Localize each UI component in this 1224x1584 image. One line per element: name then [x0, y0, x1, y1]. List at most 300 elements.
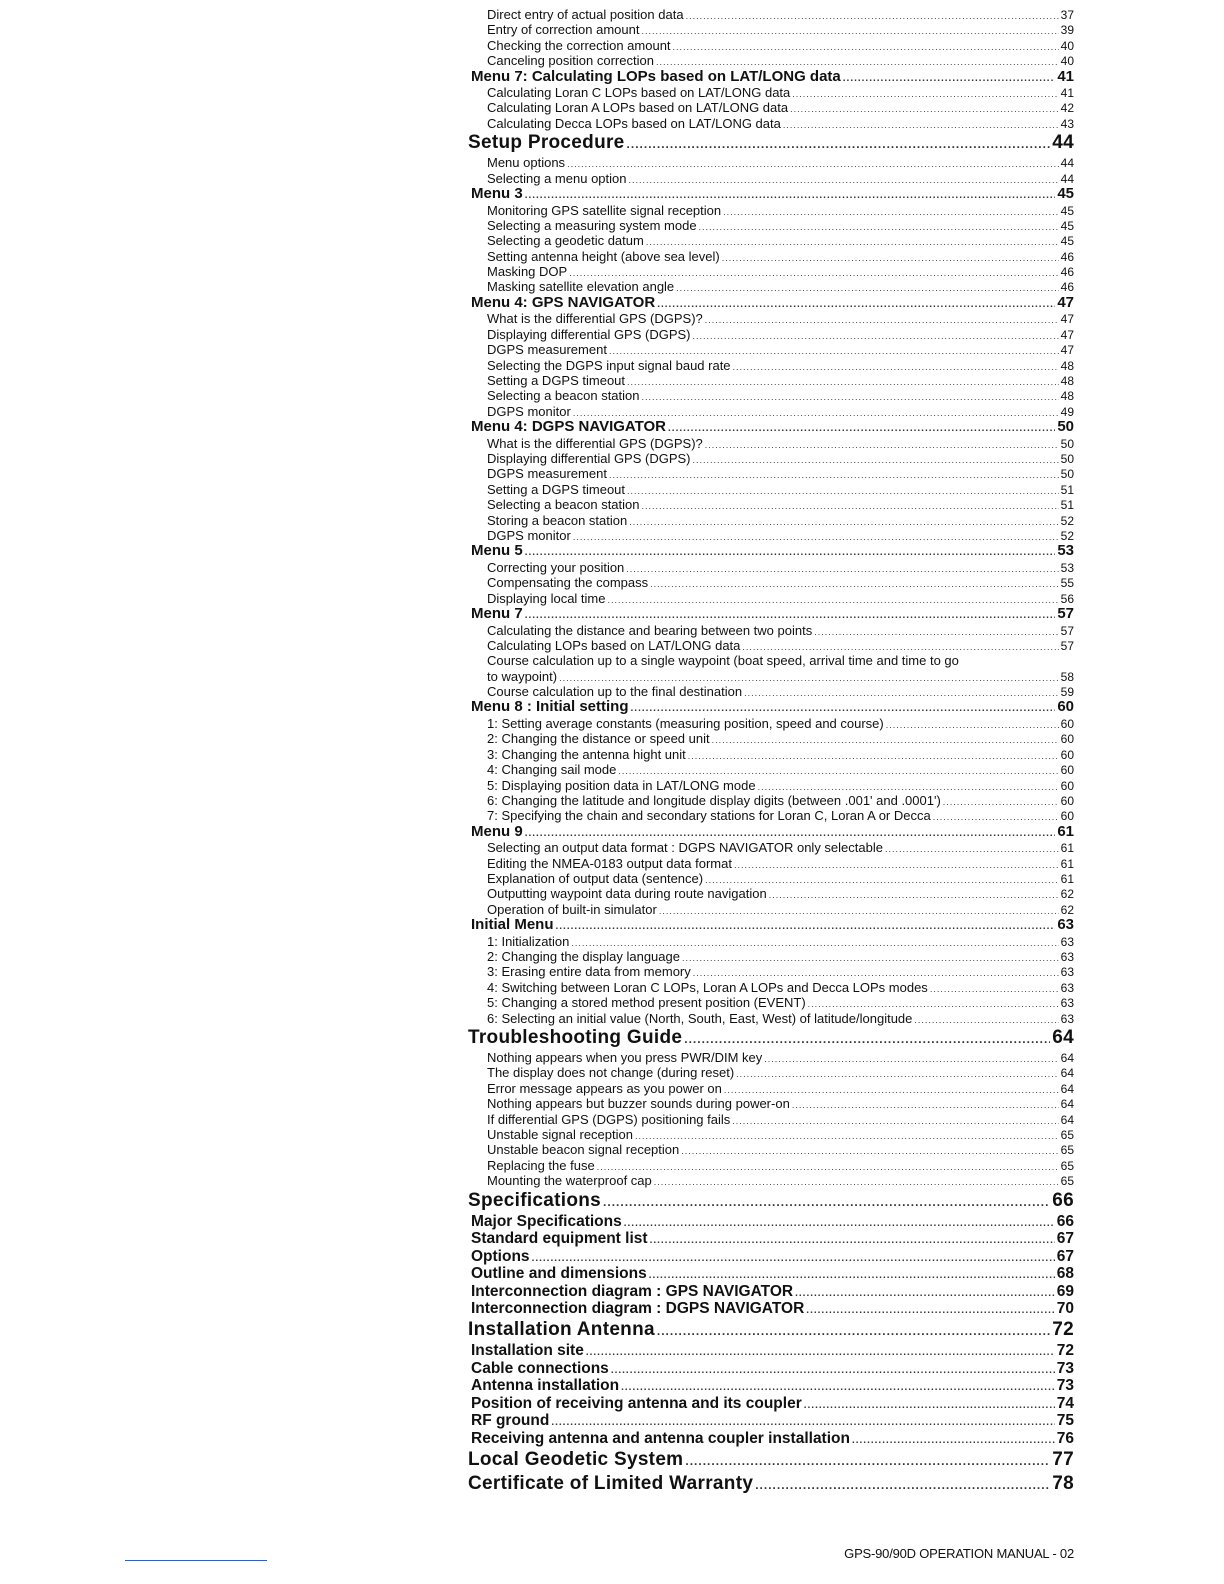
toc-entry-sub: [468, 264, 1074, 279]
toc-page-number: 63: [1060, 934, 1074, 949]
toc-entry-sub: [468, 7, 1074, 22]
toc-entry-major: [468, 1412, 1074, 1430]
toc-page-number: 62: [1060, 887, 1074, 902]
dot-leader: [629, 515, 1058, 528]
toc-title: Certificate of Limited Warranty: [468, 1472, 754, 1494]
toc-page-number: 57: [1060, 623, 1074, 638]
toc-title: Masking DOP: [487, 264, 568, 280]
toc-page-number: 43: [1060, 116, 1074, 131]
toc-title: DGPS measurement: [487, 342, 607, 358]
toc-title: Course calculation up to the final destination: [487, 684, 743, 700]
toc-page-number: 57: [1057, 606, 1074, 622]
toc-entry-sub: [468, 1096, 1074, 1111]
toc-title: Selecting an output data format : DGPS NAVIGATOR only selectable: [487, 840, 883, 856]
toc-entry-sub: [468, 886, 1074, 901]
dot-leader: [795, 1285, 1055, 1301]
toc-entry-menu: [468, 186, 1074, 203]
toc-page-number: 61: [1060, 871, 1074, 886]
toc-page-number: 56: [1060, 591, 1074, 606]
dot-leader: [621, 1379, 1055, 1395]
toc-entry-sub: [468, 249, 1074, 264]
toc-title: Outputting waypoint data during route navigation: [487, 886, 767, 902]
toc-title: Menu 8 : Initial setting: [471, 699, 629, 716]
dot-leader: [684, 1027, 1050, 1050]
toc-entry-sub: [468, 311, 1074, 326]
dot-leader: [609, 344, 1059, 357]
dot-leader: [783, 118, 1059, 131]
toc-title: 3: Erasing entire data from memory: [487, 964, 691, 980]
toc-entry-sub: [468, 934, 1074, 949]
toc-page-number: 40: [1060, 38, 1074, 53]
toc-entry-sub: [468, 949, 1074, 964]
table-of-contents: [468, 7, 1074, 1496]
toc-title: Displaying differential GPS (DGPS): [487, 450, 691, 466]
toc-title: to waypoint): [487, 668, 558, 684]
toc-entry-menu: [468, 543, 1074, 560]
toc-page-number: 52: [1060, 513, 1074, 528]
dot-leader: [792, 87, 1058, 100]
dot-leader: [567, 157, 1059, 170]
toc-entry-sub: [468, 995, 1074, 1010]
toc-entry-major: [468, 1430, 1074, 1448]
dot-leader: [808, 997, 1059, 1010]
toc-entry-sub: [468, 466, 1074, 481]
toc-page-number: 63: [1057, 917, 1074, 934]
toc-page-number: 50: [1060, 467, 1074, 482]
toc-page-number: 60: [1060, 747, 1074, 762]
dot-leader: [814, 625, 1058, 638]
toc-page-number: 52: [1060, 528, 1074, 543]
toc-entry-sub: [468, 684, 1074, 699]
toc-title: Compensating the compass: [487, 575, 649, 591]
toc-entry-major: [468, 1283, 1074, 1301]
dot-leader: [705, 438, 1059, 451]
dot-leader: [654, 1175, 1059, 1188]
toc-entry-sub: [468, 669, 1074, 684]
toc-page-number: 64: [1060, 1066, 1074, 1081]
toc-entry-sub: [468, 808, 1074, 823]
toc-entry-sub: [468, 358, 1074, 373]
dot-leader: [764, 1052, 1058, 1065]
toc-title: Standard equipment list: [471, 1230, 648, 1248]
toc-page-number: 65: [1060, 1174, 1074, 1189]
toc-entry-sub: [468, 171, 1074, 186]
toc-page-number: 78: [1052, 1472, 1074, 1494]
toc-title: Setting a DGPS timeout: [487, 481, 626, 497]
dot-leader: [885, 842, 1059, 855]
toc-title: Correcting your position: [487, 559, 625, 575]
toc-entry-menu: [468, 824, 1074, 841]
toc-title: 5: Changing a stored method present position (EVENT): [487, 995, 806, 1011]
dot-leader: [852, 1432, 1055, 1448]
toc-title: Editing the NMEA-0183 output data format: [487, 855, 732, 871]
toc-title: DGPS monitor: [487, 527, 571, 543]
toc-title: Setup Procedure: [468, 132, 625, 154]
toc-entry-sub: [468, 203, 1074, 218]
dot-leader: [943, 795, 1059, 808]
toc-entry-sub: [468, 1081, 1074, 1096]
toc-page-number: 61: [1060, 856, 1074, 871]
toc-page-number: 60: [1060, 732, 1074, 747]
dot-leader: [693, 966, 1059, 979]
toc-entry-major: [468, 1377, 1074, 1395]
toc-title: 4: Changing sail mode: [487, 762, 617, 778]
toc-title: What is the differential GPS (DGPS)?: [487, 435, 703, 451]
toc-page-number: 39: [1060, 23, 1074, 38]
toc-title: Menu 9: [471, 823, 523, 840]
toc-entry-sub: [468, 218, 1074, 233]
dot-leader: [628, 173, 1058, 186]
toc-page-number: 61: [1057, 823, 1074, 840]
toc-entry-sub: [468, 528, 1074, 543]
toc-title: Replacing the fuse: [487, 1157, 595, 1173]
toc-page-number: 62: [1060, 902, 1074, 917]
toc-page-number: 50: [1057, 419, 1074, 436]
toc-entry-sub: [468, 38, 1074, 53]
toc-entry-major: [468, 1300, 1074, 1318]
toc-entry-sub: [468, 731, 1074, 746]
toc-entry-sub: [468, 85, 1074, 100]
toc-entry-major: [468, 1248, 1074, 1266]
toc-title: Calculating Loran C LOPs based on LAT/LONG data: [487, 85, 791, 101]
dot-leader: [723, 205, 1059, 218]
toc-page-number: 57: [1060, 638, 1074, 653]
toc-page-number: 44: [1060, 156, 1074, 171]
toc-page-number: 69: [1056, 1282, 1074, 1300]
toc-entry-section: [468, 1318, 1074, 1342]
toc-title: DGPS measurement: [487, 466, 607, 482]
dot-leader: [742, 640, 1058, 653]
toc-entry-sub: [468, 1011, 1074, 1026]
toc-page-number: 60: [1060, 716, 1074, 731]
toc-entry-sub: [468, 1173, 1074, 1188]
toc-page-number: 37: [1060, 8, 1074, 22]
toc-title: Calculating Loran A LOPs based on LAT/LONG data: [487, 100, 789, 116]
toc-entry-section: [468, 1448, 1074, 1472]
toc-entry-major: [468, 1342, 1074, 1360]
dot-leader: [686, 9, 1059, 22]
toc-page-number: 44: [1052, 132, 1074, 154]
dot-leader: [668, 421, 1055, 436]
toc-title: 6: Changing the latitude and longitude display digits (between .001' and .0001'): [487, 792, 941, 808]
toc-entry-sub: [468, 1158, 1074, 1173]
dot-leader: [682, 951, 1059, 964]
toc-entry-sub: [468, 404, 1074, 419]
toc-page-number: 60: [1057, 699, 1074, 716]
dot-leader: [649, 1267, 1055, 1283]
toc-page-number: 63: [1060, 965, 1074, 980]
toc-page-number: 48: [1060, 358, 1074, 373]
dot-leader: [724, 1083, 1059, 1096]
toc-page-number: 42: [1060, 101, 1074, 116]
toc-title: Mounting the waterproof cap: [487, 1173, 652, 1189]
toc-entry-sub: [468, 388, 1074, 403]
dot-leader: [609, 468, 1059, 481]
toc-entry-section: [468, 1189, 1074, 1213]
toc-page-number: 47: [1060, 312, 1074, 327]
dot-leader: [597, 1160, 1059, 1173]
toc-title: Receiving antenna and antenna coupler installation: [471, 1430, 850, 1448]
dot-leader: [571, 936, 1058, 949]
dot-leader: [525, 545, 1056, 560]
toc-entry-sub: [468, 513, 1074, 528]
dot-leader: [642, 499, 1059, 512]
toc-entry-sub: [468, 964, 1074, 979]
toc-page-number: 63: [1060, 950, 1074, 965]
toc-title: Selecting a geodetic datum: [487, 233, 644, 249]
toc-page-number: 47: [1057, 294, 1074, 311]
toc-page-number: 73: [1056, 1377, 1074, 1395]
toc-page-number: 47: [1060, 343, 1074, 358]
toc-entry-section: [468, 131, 1074, 155]
dot-leader: [933, 810, 1059, 823]
toc-page-number: 63: [1060, 980, 1074, 995]
toc-title: 6: Selecting an initial value (North, South, East, West) of latitude/longitude: [487, 1010, 913, 1026]
toc-page-number: 64: [1052, 1026, 1074, 1048]
dot-leader: [631, 701, 1056, 716]
toc-title: Setting antenna height (above sea level): [487, 248, 720, 264]
dot-leader: [556, 919, 1056, 934]
toc-entry-sub: [468, 1112, 1074, 1127]
toc-entry-sub: [468, 560, 1074, 575]
toc-title: Course calculation up to a single waypoint (boat speed, arrival time and time to go: [487, 653, 959, 669]
toc-page-number: 72: [1052, 1319, 1074, 1341]
toc-title: 2: Changing the distance or speed unit: [487, 731, 710, 747]
toc-entry-menu: [468, 917, 1074, 934]
dot-leader: [732, 1114, 1058, 1127]
toc-page-number: 60: [1060, 793, 1074, 808]
dot-leader: [656, 55, 1059, 68]
dot-leader: [624, 1215, 1055, 1231]
toc-title: What is the differential GPS (DGPS)?: [487, 311, 703, 327]
toc-entry-sub: [468, 100, 1074, 115]
toc-title: Cable connections: [471, 1359, 609, 1377]
toc-title: Monitoring GPS satellite signal reception: [487, 202, 722, 218]
toc-title: Menu 4: DGPS NAVIGATOR: [471, 419, 667, 436]
toc-title: Selecting a beacon station: [487, 497, 640, 513]
toc-title: Explanation of output data (sentence): [487, 870, 704, 886]
toc-title: Menu 7: Calculating LOPs based on LAT/LONG data: [471, 68, 841, 85]
toc-page-number: 46: [1060, 280, 1074, 295]
dot-leader: [627, 484, 1059, 497]
dot-leader: [744, 686, 1059, 699]
toc-page-number: 49: [1060, 404, 1074, 419]
toc-page-number: 53: [1057, 543, 1074, 560]
toc-entry-sub: [468, 902, 1074, 917]
toc-page-number: 45: [1060, 234, 1074, 249]
toc-page-number: 48: [1060, 389, 1074, 404]
toc-page-number: 63: [1060, 996, 1074, 1011]
dot-leader: [693, 329, 1059, 342]
toc-title: Menu 4: GPS NAVIGATOR: [471, 294, 656, 311]
toc-entry-sub: [468, 436, 1074, 451]
toc-entry-sub: [468, 451, 1074, 466]
dot-leader: [676, 281, 1058, 294]
toc-entry-sub: [468, 482, 1074, 497]
dot-leader: [603, 1190, 1050, 1213]
dot-leader: [532, 1250, 1055, 1266]
toc-title: Storing a beacon station: [487, 512, 628, 528]
toc-entry-major: [468, 1265, 1074, 1283]
toc-title: Options: [471, 1247, 530, 1265]
toc-page-number: 70: [1056, 1300, 1074, 1318]
toc-entry-sub: [468, 778, 1074, 793]
toc-page-number: 45: [1057, 186, 1074, 203]
toc-entry-major: [468, 1230, 1074, 1248]
toc-page-number: 40: [1060, 54, 1074, 69]
dot-leader: [608, 593, 1059, 606]
dot-leader: [806, 1302, 1054, 1318]
toc-title: 3: Changing the antenna hight unit: [487, 746, 686, 762]
toc-entry-sub: [468, 1050, 1074, 1065]
toc-title: Selecting a measuring system mode: [487, 217, 697, 233]
toc-page-number: 50: [1060, 451, 1074, 466]
toc-entry-sub: [468, 279, 1074, 294]
toc-title: Interconnection diagram : DGPS NAVIGATOR: [471, 1300, 805, 1318]
toc-title: Selecting the DGPS input signal baud rate: [487, 357, 731, 373]
toc-entry-sub: [468, 762, 1074, 777]
dot-leader: [650, 1232, 1055, 1248]
toc-page-number: 45: [1060, 203, 1074, 218]
toc-page-number: 63: [1060, 1011, 1074, 1026]
toc-title: Selecting a beacon station: [487, 388, 640, 404]
toc-title: Position of receiving antenna and its coupler: [471, 1394, 802, 1412]
toc-entry-sub: [468, 747, 1074, 762]
toc-title: Menu 7: [471, 606, 523, 622]
toc-entry-cont: [468, 653, 1074, 668]
toc-title: 4: Switching between Loran C LOPs, Loran A LOPs and Decca LOPs modes: [487, 979, 928, 995]
dot-leader: [586, 1344, 1055, 1360]
dot-leader: [626, 562, 1058, 575]
dot-leader: [573, 406, 1059, 419]
dot-leader: [685, 1449, 1050, 1472]
dot-leader: [758, 780, 1059, 793]
toc-title: Antenna installation: [471, 1377, 620, 1395]
toc-title: Setting a DGPS timeout: [487, 372, 626, 388]
toc-entry-sub: [468, 856, 1074, 871]
toc-page-number: 64: [1060, 1112, 1074, 1127]
toc-page-number: 77: [1052, 1448, 1074, 1470]
dot-leader: [657, 1319, 1050, 1342]
toc-title: Error message appears as you power on: [487, 1080, 722, 1096]
toc-entry-sub: [468, 155, 1074, 170]
toc-title: If differential GPS (DGPS) positioning fails: [487, 1111, 731, 1127]
toc-entry-menu: [468, 295, 1074, 312]
dot-leader: [699, 220, 1059, 233]
toc-entry-sub: [468, 840, 1074, 855]
toc-entry-sub: [468, 591, 1074, 606]
toc-page-number: 65: [1060, 1158, 1074, 1173]
toc-page-number: 41: [1060, 86, 1074, 101]
toc-title: Canceling position correction: [487, 53, 654, 69]
toc-entry-sub: [468, 233, 1074, 248]
toc-title: Outline and dimensions: [471, 1265, 647, 1283]
dot-leader: [712, 733, 1059, 746]
toc-page-number: 75: [1056, 1412, 1074, 1430]
toc-page-number: 67: [1056, 1247, 1074, 1265]
toc-title: Menu options: [487, 155, 566, 171]
dot-leader: [650, 577, 1058, 590]
toc-entry-menu: [468, 419, 1074, 436]
dot-leader: [722, 251, 1059, 264]
toc-entry-section: [468, 1472, 1074, 1496]
toc-page-number: 48: [1060, 373, 1074, 388]
dot-leader: [627, 132, 1051, 155]
toc-entry-sub: [468, 497, 1074, 512]
dot-leader: [734, 858, 1059, 871]
dot-leader: [755, 1473, 1050, 1496]
dot-leader: [641, 24, 1058, 37]
toc-page-number: 44: [1060, 171, 1074, 186]
dot-leader: [559, 671, 1059, 684]
dot-leader: [611, 1362, 1055, 1378]
toc-title: Calculating LOPs based on LAT/LONG data: [487, 637, 741, 653]
toc-title: Installation site: [471, 1342, 584, 1360]
toc-title: The display does not change (during reset): [487, 1065, 735, 1081]
toc-page-number: 66: [1056, 1212, 1074, 1230]
toc-title: 1: Setting average constants (measuring position, speed and course): [487, 715, 884, 731]
toc-page-number: 61: [1060, 841, 1074, 856]
dot-leader: [659, 904, 1059, 917]
toc-page-number: 67: [1056, 1230, 1074, 1248]
dot-leader: [688, 749, 1059, 762]
toc-page-number: 55: [1060, 576, 1074, 591]
dot-leader: [551, 1414, 1054, 1430]
toc-title: Direct entry of actual position data: [487, 7, 684, 22]
toc-title: Entry of correction amount: [487, 22, 640, 38]
dot-leader: [525, 826, 1056, 841]
dot-leader: [642, 390, 1059, 403]
toc-page-number: 58: [1060, 669, 1074, 684]
toc-title: Troubleshooting Guide: [468, 1026, 683, 1048]
footer-rule: [125, 1560, 267, 1561]
toc-entry-menu: [468, 699, 1074, 716]
toc-entry-sub: [468, 116, 1074, 131]
dot-leader: [627, 375, 1059, 388]
toc-title: 2: Changing the display language: [487, 949, 680, 965]
dot-leader: [790, 102, 1059, 115]
toc-entry-sub: [468, 373, 1074, 388]
toc-page-number: 64: [1060, 1097, 1074, 1112]
toc-entry-sub: [468, 1065, 1074, 1080]
toc-title: 5: Displaying position data in LAT/LONG mode: [487, 777, 756, 793]
toc-title: Calculating Decca LOPs based on LAT/LONG data: [487, 115, 781, 131]
toc-entry-sub: [468, 1142, 1074, 1157]
dot-leader: [525, 188, 1056, 203]
toc-page-number: 72: [1056, 1342, 1074, 1360]
page-footer: GPS-90/90D OPERATION MANUAL - 02: [844, 1546, 1074, 1561]
toc-entry-menu: [468, 606, 1074, 623]
dot-leader: [733, 360, 1059, 373]
toc-page-number: 45: [1060, 218, 1074, 233]
toc-page-number: 74: [1056, 1394, 1074, 1412]
toc-title: Operation of built-in simulator: [487, 901, 657, 917]
toc-title: RF ground: [471, 1412, 550, 1430]
toc-title: Selecting a menu option: [487, 170, 627, 186]
toc-title: Calculating the distance and bearing between two points: [487, 622, 813, 638]
toc-page-number: 64: [1060, 1081, 1074, 1096]
toc-entry-sub: [468, 53, 1074, 68]
toc-title: 1: Initialization: [487, 933, 570, 949]
toc-entry-sub: [468, 980, 1074, 995]
toc-entry-major: [468, 1395, 1074, 1413]
dot-leader: [635, 1129, 1059, 1142]
dot-leader: [843, 71, 1056, 86]
dot-leader: [618, 764, 1058, 777]
dot-leader: [681, 1144, 1058, 1157]
toc-title: Unstable signal reception: [487, 1126, 633, 1142]
toc-page-number: 64: [1060, 1050, 1074, 1065]
